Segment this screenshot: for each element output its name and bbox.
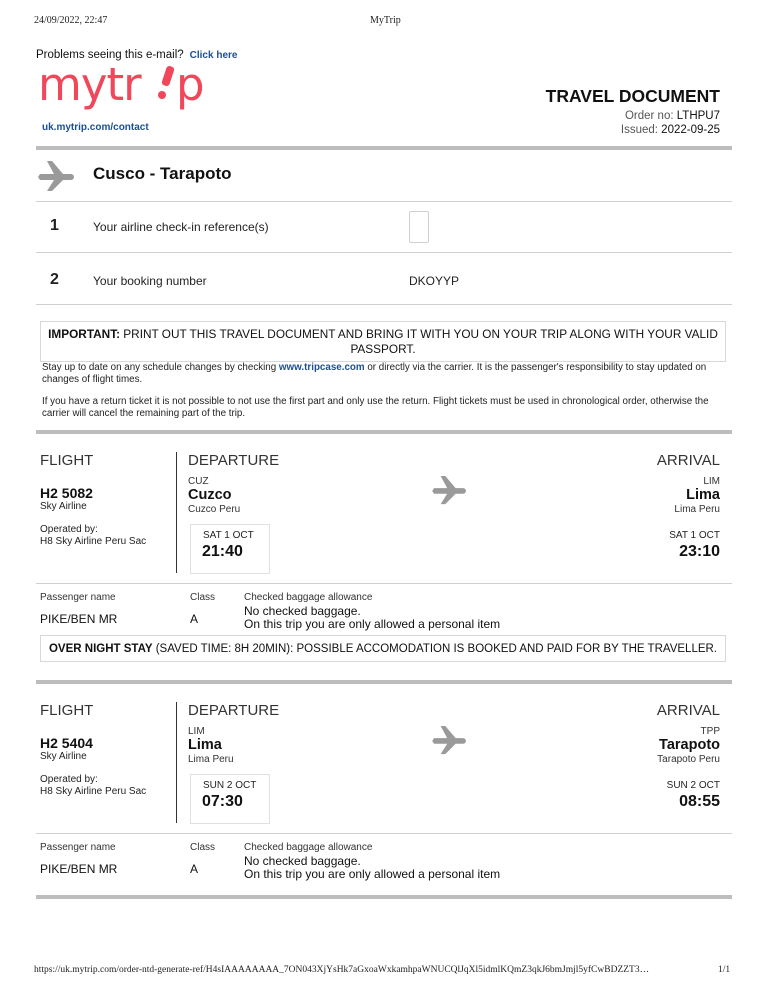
order-info xyxy=(621,109,720,137)
operator-name: H8 Sky Airline Peru Sac xyxy=(40,536,147,547)
order-number: LTHPU7 xyxy=(676,110,720,122)
departure-city: Cuzco xyxy=(188,487,232,503)
departure-place: Cuzco Peru xyxy=(188,504,241,515)
divider xyxy=(36,252,732,253)
flight-number: H2 5404 xyxy=(40,735,93,751)
checkin-reference-label: Your airline check-in reference(s) xyxy=(93,220,269,234)
baggage-line: No checked baggage. xyxy=(244,854,361,868)
passenger-name-label: Passenger name xyxy=(40,842,116,853)
problems-text: Problems seeing this e-mail? xyxy=(36,49,184,61)
airplane-icon xyxy=(431,475,469,505)
arrival-time: 23:10 xyxy=(679,543,720,560)
notice-text: or directly via the carrier. It is the passenger's responsibility to stay updated on changes of flight times. xyxy=(42,362,707,385)
class-label: Class xyxy=(190,592,216,603)
divider xyxy=(36,833,732,834)
print-datetime: 24/09/2022, 22:47 xyxy=(34,15,108,26)
departure-time: 07:30 xyxy=(202,793,243,810)
tripcase-link[interactable]: www.tripcase.com xyxy=(278,362,365,373)
travel-class: A xyxy=(190,612,199,626)
arrival-date: SUN 2 OCT xyxy=(666,780,720,791)
notice-text: Stay up to date on any schedule changes by checking xyxy=(42,362,279,373)
mytrip-logo[interactable] xyxy=(38,62,220,119)
arrival-iata: TPP xyxy=(700,726,720,737)
passenger-name-label: Passenger name xyxy=(40,592,116,603)
booking-number-value: DKOYYP xyxy=(409,274,460,288)
arrival-place: Tarapoto Peru xyxy=(657,754,720,765)
operated-by-label: Operated by: xyxy=(40,774,98,785)
arrival-label: ARRIVAL xyxy=(656,452,720,469)
departure-time: 21:40 xyxy=(202,543,243,560)
order-label: Order no: xyxy=(624,110,674,122)
arrival-city: Lima xyxy=(686,487,720,503)
baggage-allowance xyxy=(244,605,500,631)
section-divider xyxy=(36,895,732,899)
departure-date: SAT 1 OCT xyxy=(203,530,254,541)
flight-label: FLIGHT xyxy=(40,452,94,469)
svg-text:p: p xyxy=(176,62,205,111)
airline-name: Sky Airline xyxy=(40,751,87,762)
divider xyxy=(36,583,732,584)
departure-iata: CUZ xyxy=(188,476,209,487)
flight-label: FLIGHT xyxy=(40,702,94,719)
schedule-notice xyxy=(42,362,722,385)
passenger-name: PIKE/BEN MR xyxy=(40,612,118,626)
page-url: https://uk.mytrip.com/order-ntd-generate-ref/H4sIAAAAAAAA_7ON043XjYsHk7aGxoaWxkamhpaWNUCQlJqXl5idmlKQmZ3qkJ6bmJmjl5yfCwBDZZT3… xyxy=(34,965,650,975)
overnight-notice xyxy=(40,635,726,662)
issued-date: 2022-09-25 xyxy=(661,124,720,136)
click-here-link[interactable]: Click here xyxy=(189,50,238,61)
return-ticket-notice: If you have a return ticket it is not possible to not use the first part and only use the return. Flight tickets must be used in chronological order, otherwise the carrier will cancel the remaining part of the trip. xyxy=(42,396,709,419)
important-bold: IMPORTANT: xyxy=(48,327,121,341)
section-divider xyxy=(36,430,732,434)
overnight-bold: OVER NIGHT STAY xyxy=(48,643,153,655)
divider xyxy=(36,201,732,202)
departure-label: DEPARTURE xyxy=(188,702,280,719)
departure-place: Lima Peru xyxy=(188,754,234,765)
column-divider xyxy=(176,452,177,573)
arrival-label: ARRIVAL xyxy=(656,702,720,719)
arrival-time: 08:55 xyxy=(679,793,720,810)
departure-date: SUN 2 OCT xyxy=(203,780,257,791)
ref-number-2: 2 xyxy=(50,271,59,288)
arrival-place: Lima Peru xyxy=(674,504,720,515)
overnight-text: (SAVED TIME: 8H 20MIN): POSSIBLE ACCOMODATION IS BOOKED AND PAID FOR BY THE TRAVELLER. xyxy=(152,643,718,655)
problems-line xyxy=(36,49,237,61)
departure-iata: LIM xyxy=(188,726,205,737)
divider xyxy=(36,304,732,305)
passenger-name: PIKE/BEN MR xyxy=(40,862,118,876)
departure-label: DEPARTURE xyxy=(188,452,280,469)
document-title: TRAVEL DOCUMENT xyxy=(545,86,720,106)
route-title: Cusco - Tarapoto xyxy=(93,164,232,183)
section-divider xyxy=(36,680,732,684)
baggage-line: On this trip you are only allowed a personal item xyxy=(244,617,501,631)
airplane-icon xyxy=(431,725,469,755)
baggage-allowance xyxy=(244,855,500,881)
operator-name: H8 Sky Airline Peru Sac xyxy=(40,786,147,797)
travel-class: A xyxy=(190,862,199,876)
flight-number: H2 5082 xyxy=(40,485,93,501)
baggage-label: Checked baggage allowance xyxy=(244,842,373,853)
page-number: 1/1 xyxy=(718,965,731,975)
column-divider xyxy=(176,702,177,823)
airline-name: Sky Airline xyxy=(40,501,87,512)
operated-by-label: Operated by: xyxy=(40,524,98,535)
important-notice xyxy=(40,321,726,362)
class-label: Class xyxy=(190,842,216,853)
important-text: PRINT OUT THIS TRAVEL DOCUMENT AND BRING IT WITH YOU ON YOUR TRIP ALONG WITH YOUR VALID PASSPORT. xyxy=(120,327,718,356)
departure-city: Lima xyxy=(188,737,222,753)
header-divider xyxy=(36,146,732,150)
baggage-line: On this trip you are only allowed a personal item xyxy=(244,867,501,881)
arrival-city: Tarapoto xyxy=(659,737,720,753)
arrival-iata: LIM xyxy=(703,476,720,487)
airplane-icon xyxy=(38,160,76,192)
issued-label: Issued: xyxy=(620,124,658,136)
svg-text:mytr: mytr xyxy=(38,62,141,111)
print-title: MyTrip xyxy=(370,15,401,26)
arrival-date: SAT 1 OCT xyxy=(669,530,720,541)
baggage-label: Checked baggage allowance xyxy=(244,592,373,603)
ref-number-1: 1 xyxy=(50,217,59,234)
contact-link[interactable]: uk.mytrip.com/contact xyxy=(42,122,149,133)
booking-number-label: Your booking number xyxy=(93,274,207,288)
checkin-reference-box xyxy=(409,211,429,243)
baggage-line: No checked baggage. xyxy=(244,604,361,618)
